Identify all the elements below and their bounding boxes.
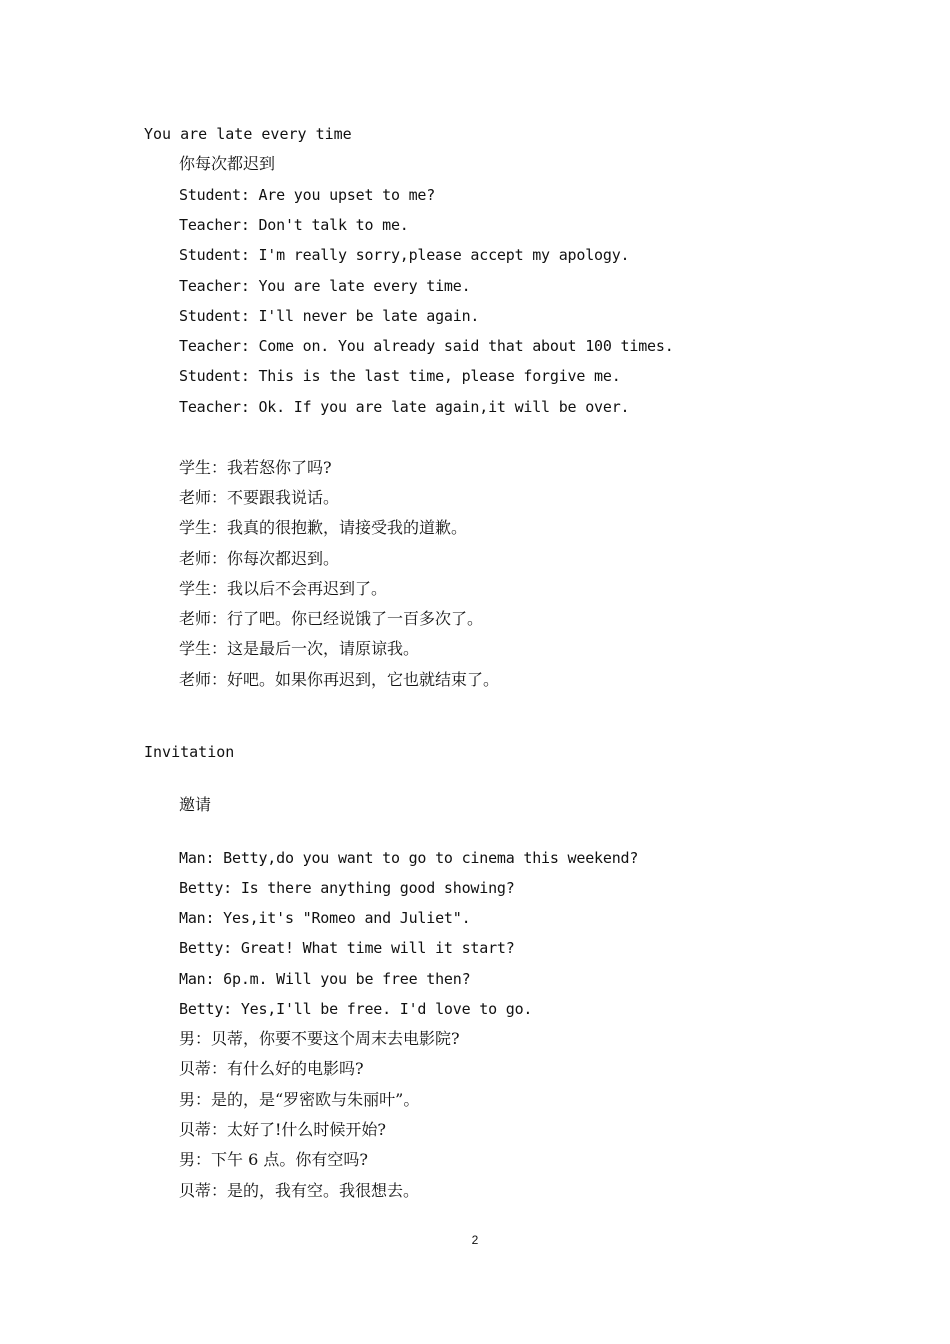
dialog-line-en: Man: Yes,it's "Romeo and Juliet". — [179, 909, 471, 927]
dialog-line-zh: 贝蒂：有什么好的电影吗? — [179, 1059, 364, 1078]
section-title-invitation: Invitation — [144, 743, 235, 761]
dialog-line-en: Man: 6p.m. Will you be free then? — [179, 970, 471, 988]
dialog-line-zh: 学生：这是最后一次，请原谅我。 — [179, 639, 420, 658]
dialog-line-en: Student: Are you upset to me? — [179, 186, 436, 204]
section-subtitle-late: 你每次都迟到 — [179, 154, 276, 173]
dialog-line-zh: 学生：我若怒你了吗? — [179, 458, 332, 477]
dialog-line-zh: 男：贝蒂，你要不要这个周末去电影院? — [179, 1029, 460, 1048]
dialog-line-zh: 老师：你每次都迟到。 — [179, 549, 340, 568]
dialog-line-en: Teacher: Come on. You already said that about 100 times. — [179, 337, 674, 355]
dialog-line-en: Teacher: You are late every time. — [179, 277, 471, 295]
section-subtitle-invitation: 邀请 — [179, 795, 212, 814]
page-number: 2 — [471, 1233, 479, 1247]
dialog-line-en: Student: This is the last time, please forgive me. — [179, 367, 621, 385]
section-title-late: You are late every time — [144, 125, 352, 143]
dialog-line-en: Teacher: Don't talk to me. — [179, 216, 409, 234]
dialog-line-en: Teacher: Ok. If you are late again,it will be over. — [179, 398, 630, 416]
dialog-line-zh: 贝蒂：是的，我有空。我很想去。 — [179, 1181, 420, 1200]
dialog-line-en: Betty: Great! What time will it start? — [179, 939, 515, 957]
dialog-line-zh: 贝蒂：太好了!什么时候开始? — [179, 1120, 387, 1139]
dialog-line-zh: 老师：不要跟我说话。 — [179, 488, 340, 507]
dialog-line-zh: 老师：行了吧。你已经说饿了一百多次了。 — [179, 609, 484, 628]
dialog-line-zh: 学生：我以后不会再迟到了。 — [179, 579, 388, 598]
dialog-line-zh: 老师：好吧。如果你再迟到，它也就结束了。 — [179, 670, 500, 689]
dialog-line-en: Betty: Yes,I'll be free. I'd love to go. — [179, 1000, 533, 1018]
dialog-line-en: Student: I'm really sorry,please accept my apology. — [179, 246, 630, 264]
dialog-line-en: Student: I'll never be late again. — [179, 307, 480, 325]
dialog-line-en: Betty: Is there anything good showing? — [179, 879, 515, 897]
dialog-line-zh: 学生：我真的很抱歉，请接受我的道歉。 — [179, 518, 468, 537]
dialog-line-zh: 男：下午 6 点。你有空吗? — [179, 1150, 368, 1169]
dialog-line-en: Man: Betty,do you want to go to cinema this weekend? — [179, 849, 639, 867]
dialog-line-zh: 男：是的，是“罗密欧与朱丽叶”。 — [179, 1090, 420, 1109]
